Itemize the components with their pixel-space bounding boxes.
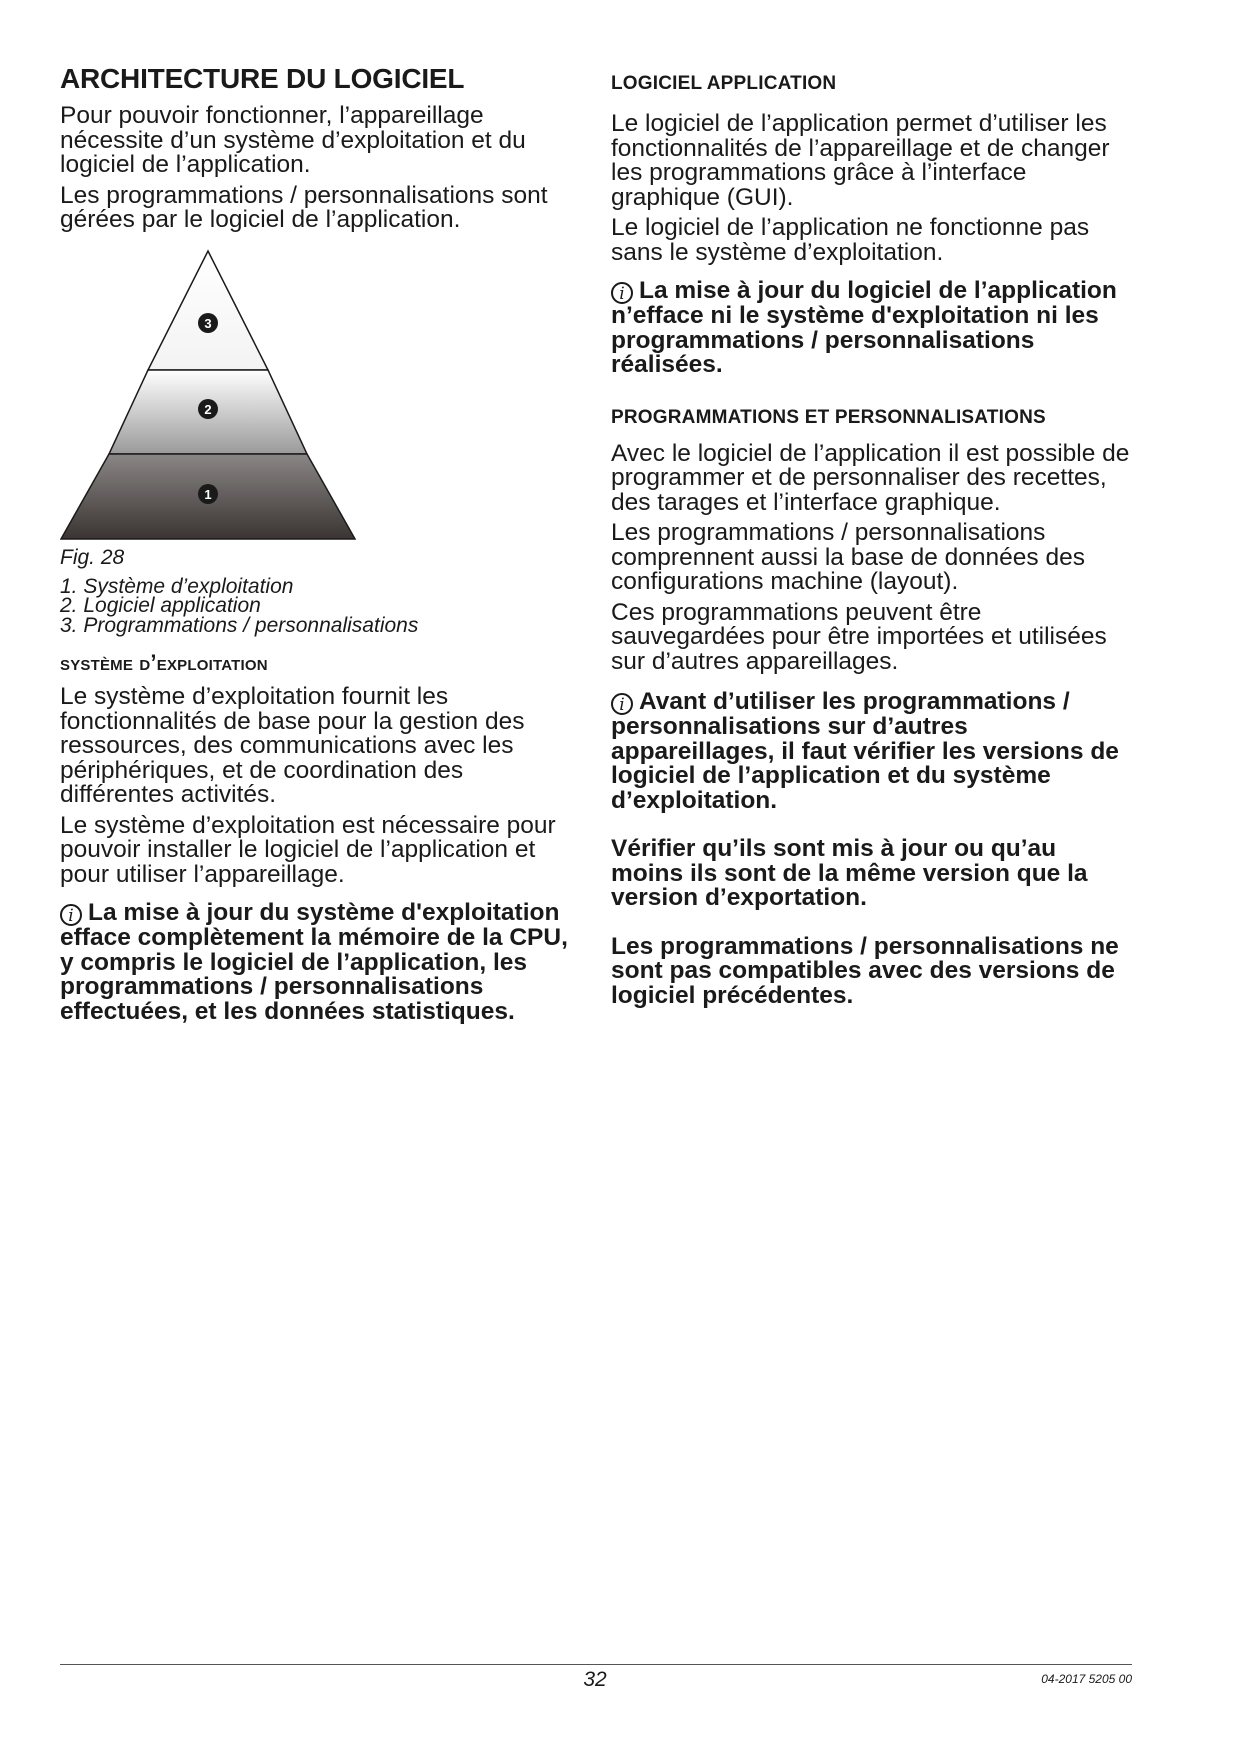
prog-note-3: Les programmations / personnalisations ne sont pas compatibles avec des versions de logiciel précédentes. (611, 932, 1119, 1009)
footer-divider (60, 1664, 1132, 1665)
app-note-text: La mise à jour du logiciel de l’application n’efface ni le système d'exploitation ni les programmations / personnalisations réalisées. (611, 277, 1117, 378)
page-title: ARCHITECTURE DU LOGICIEL (60, 63, 465, 94)
level-label-3: 3 (204, 315, 212, 331)
legend-item: 2. Logiciel application (60, 594, 261, 617)
os-paragraph-1: Le système d’exploitation fournit les fonctionnalités de base pour la gestion des ressources, des communications avec les périphériques, et de coordination des différentes activités. (60, 683, 525, 808)
os-paragraph-2: Le système d’exploitation est nécessaire pour pouvoir installer le logiciel de l’application et pour utiliser l’appareillage. (60, 811, 556, 888)
right-column (611, 62, 1131, 1014)
intro-paragraph-2: Les programmations / personnalisations sont gérées par le logiciel de l’application. (60, 181, 548, 233)
section-heading-app: LOGICIEL APPLICATION (611, 73, 837, 94)
level-marker-3 (198, 313, 218, 333)
document-reference: 04-2017 5205 00 (1041, 1672, 1132, 1686)
pyramid-diagram (60, 247, 370, 547)
prog-note-1 (611, 690, 1131, 813)
os-note-text: La mise à jour du système d'exploitation efface complètement la mémoire de la CPU, y compris le logiciel de l’application, les programmations / personnalisations effectuées, et les données statistiques. (60, 899, 568, 1025)
figure-caption: Fig. 28 (60, 545, 125, 569)
prog-paragraph-3: Ces programmations peuvent être sauvegardées pour être importées et utilisées sur d’autres appareillages. (611, 598, 1107, 675)
left-column (60, 62, 580, 1030)
legend-item: 3. Programmations / personnalisations (60, 613, 419, 637)
prog-paragraph-2: Les programmations / personnalisations comprennent aussi la base de données des configurations machine (layout). (611, 519, 1085, 595)
figure-legend (60, 574, 580, 637)
level-label-1: 1 (204, 486, 212, 502)
intro-paragraph-1: Pour pouvoir fonctionner, l’appareillage nécessite d’un système d’exploitation et du logiciel de l’application. (60, 102, 526, 178)
info-icon: i (611, 282, 633, 304)
info-icon: i (60, 904, 82, 926)
os-update-note (60, 901, 580, 1024)
level-marker-2 (198, 399, 218, 419)
app-paragraph-1: Le logiciel de l’application permet d’utiliser les fonctionnalités de l’appareillage et de changer les programmations grâce à l’interface graphique (GUI). (611, 110, 1110, 211)
section-heading-prog: PROGRAMMATIONS ET PERSONNALISATIONS (611, 406, 1046, 428)
prog-note-2: Vérifier qu’ils sont mis à jour ou qu’au moins ils sont de la même version que la version d’exportation. (611, 835, 1088, 911)
app-update-note (611, 279, 1131, 378)
level-marker-1 (198, 484, 218, 504)
legend-item: 1. Système d’exploitation (60, 574, 294, 598)
section-heading-os: système d’exploitation (60, 650, 268, 675)
app-paragraph-2: Le logiciel de l’application ne fonctionne pas sans le système d’exploitation. (611, 214, 1090, 266)
prog-paragraph-1: Avec le logiciel de l’application il est possible de programmer et de personnaliser des recettes, des tarages et l’interface graphique. (611, 439, 1130, 516)
page-number: 32 (583, 1668, 607, 1691)
info-icon: i (611, 693, 633, 715)
prog-note-1-text: Avant d’utiliser les programmations / personnalisations sur d’autres appareillages, il faut vérifier les versions de logiciel de l’application et du système d’exploitation. (611, 688, 1119, 814)
pyramid-figure (60, 247, 370, 547)
level-label-2: 2 (204, 401, 212, 417)
pyramid-level-3 (148, 251, 268, 370)
